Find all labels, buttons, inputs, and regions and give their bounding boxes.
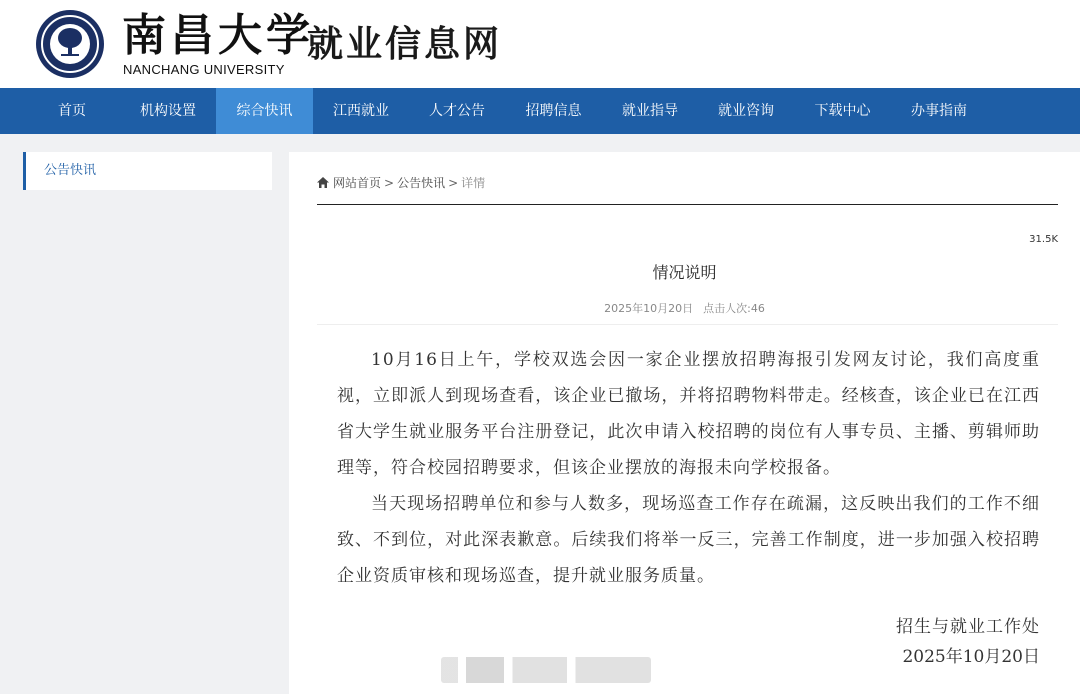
article-views: 点击人次:46 xyxy=(703,302,765,315)
breadcrumb-separator: > xyxy=(384,176,395,190)
nav-item-career-guidance[interactable]: 就业指导 xyxy=(622,103,678,119)
breadcrumb-section-link[interactable]: 公告快讯 xyxy=(397,176,446,190)
article-meta xyxy=(289,300,1080,316)
site-header xyxy=(0,0,1080,88)
article-paragraph: 10月16日上午，学校双选会因一家企业摆放招聘海报引发网友讨论，我们高度重视，立即派人到现场查看，该企业已撤场，并将招聘物料带走。经核查，该企业已在江西省大学生就业服务平台注册登记，此次申请入校招聘的岗位有人事专员、主播、剪辑师助理等，符合校园招聘要求，但该企业摆放的海报未向学校报备。 xyxy=(337,350,1040,478)
nav-item-home[interactable]: 首页 xyxy=(58,103,86,119)
university-name-cn: 南昌大学 xyxy=(122,10,314,61)
signature-department: 招生与就业工作处 xyxy=(896,617,1040,637)
university-name-en: NANCHANG UNIVERSITY xyxy=(123,62,285,77)
nav-item-career-consulting[interactable]: 就业咨询 xyxy=(718,103,774,119)
article-body xyxy=(337,342,1040,594)
blurred-watermark xyxy=(441,657,651,683)
nav-item-news[interactable]: 综合快讯 xyxy=(216,88,313,134)
main-nav xyxy=(0,88,1080,134)
home-icon xyxy=(317,177,329,188)
breadcrumb-current: 详情 xyxy=(461,176,486,190)
site-title: 就业信息网 xyxy=(307,24,503,65)
article-title: 情况说明 xyxy=(652,263,717,282)
breadcrumb xyxy=(317,174,485,192)
size-badge: 31.5K xyxy=(1029,234,1058,245)
nav-item-talent-notices[interactable]: 人才公告 xyxy=(429,103,485,119)
breadcrumb-divider xyxy=(317,204,1058,205)
sidebar xyxy=(23,152,272,190)
article-date: 2025年10月20日 xyxy=(604,302,694,315)
nav-item-service-guide[interactable]: 办事指南 xyxy=(911,103,967,119)
nav-item-organization[interactable]: 机构设置 xyxy=(140,103,196,119)
article-panel xyxy=(289,152,1080,694)
tree-icon xyxy=(55,26,85,60)
nav-item-recruitment-info[interactable]: 招聘信息 xyxy=(525,103,582,119)
article-paragraph: 当天现场招聘单位和参与人数多，现场巡查工作存在疏漏，这反映出我们的工作不细致、不到位，对此深表歉意。后续我们将举一反三，完善工作制度，进一步加强入校招聘企业资质审核和现场巡查，提升就业服务质量。 xyxy=(337,494,1040,586)
university-seal-icon[interactable] xyxy=(36,10,104,78)
signature-date: 2025年10月20日 xyxy=(902,647,1040,667)
sidebar-item-announcements[interactable]: 公告快讯 xyxy=(44,163,97,178)
breadcrumb-home-link[interactable]: 网站首页 xyxy=(333,176,382,190)
meta-divider xyxy=(317,324,1058,325)
nav-item-jiangxi-employment[interactable]: 江西就业 xyxy=(333,103,389,119)
breadcrumb-separator: > xyxy=(448,176,459,190)
nav-item-downloads[interactable]: 下载中心 xyxy=(814,103,871,119)
